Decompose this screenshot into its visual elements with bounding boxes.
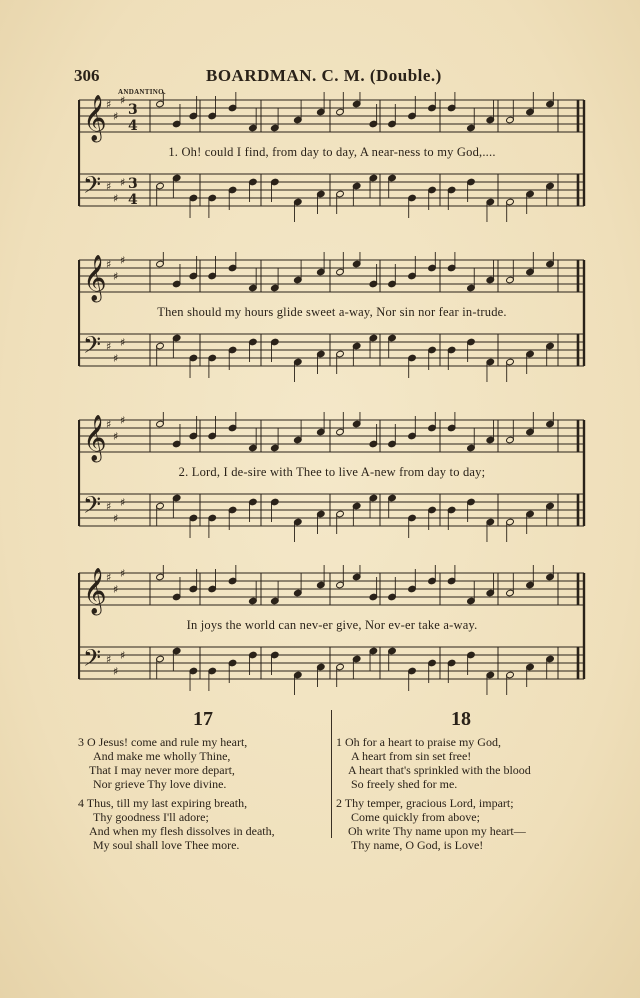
sharp-icon: ♯ xyxy=(106,653,112,666)
treble-clef-icon: 𝄞 xyxy=(83,255,107,301)
sharp-icon: ♯ xyxy=(113,270,119,283)
verse-line: 4 Thus, till my last expiring breath, xyxy=(78,796,248,810)
lyric-line-2: Then should my hours glide sweet a-way, Nor sin nor fear in-trude. xyxy=(157,305,507,319)
treble-clef-icon: 𝄞 xyxy=(83,415,107,461)
sharp-icon: ♯ xyxy=(106,418,112,431)
stanza-3 xyxy=(78,735,328,791)
time-signature-top: 3 xyxy=(128,176,138,192)
verse-line: My soul shall love Thee more. xyxy=(93,838,240,852)
music-system-1 xyxy=(78,92,586,232)
verse-line: So freely shed for me. xyxy=(351,777,458,791)
lyric-line-1: 1. Oh! could I find, from day to day, A near-ness to my God,.... xyxy=(168,145,496,159)
sharp-icon: ♯ xyxy=(120,336,126,349)
verse-line: That I may never more depart, xyxy=(89,763,235,777)
time-signature-bottom: 4 xyxy=(128,118,138,134)
verse-line: Oh write Thy name upon my heart— xyxy=(348,824,526,838)
sharp-icon: ♯ xyxy=(120,254,126,267)
sharp-icon: ♯ xyxy=(106,180,112,193)
sharp-icon: ♯ xyxy=(120,649,126,662)
sharp-icon: ♯ xyxy=(113,512,119,525)
verse-line: And make me wholly Thine, xyxy=(93,749,231,763)
sharp-icon: ♯ xyxy=(113,430,119,443)
page-header xyxy=(0,66,640,90)
bass-clef-icon: 𝄢 xyxy=(83,331,102,364)
tune-title: BOARDMAN. C. M. (Double.) xyxy=(206,66,442,85)
stanza-1 xyxy=(336,735,586,791)
sharp-icon: ♯ xyxy=(120,496,126,509)
page-number: 306 xyxy=(74,66,100,85)
music-system-2 xyxy=(78,252,586,392)
sharp-icon: ♯ xyxy=(113,665,119,678)
sharp-icon: ♯ xyxy=(120,176,126,189)
verse-line: A heart from sin set free! xyxy=(351,749,472,763)
bass-clef-icon: 𝄢 xyxy=(83,491,102,524)
verse-line: 3 O Jesus! come and rule my heart, xyxy=(78,735,248,749)
sharp-icon: ♯ xyxy=(106,340,112,353)
bass-clef-icon: 𝄢 xyxy=(83,171,102,204)
treble-clef-icon: 𝄞 xyxy=(83,95,107,141)
sharp-icon: ♯ xyxy=(113,192,119,205)
lyric-line-4: In joys the world can nev-er give, Nor ev-er take a-way. xyxy=(186,618,478,632)
sharp-icon: ♯ xyxy=(120,94,126,107)
treble-clef-icon: 𝄞 xyxy=(83,568,107,614)
hymn-number: 17 xyxy=(193,708,213,730)
verse-line: 1 Oh for a heart to praise my God, xyxy=(336,735,501,749)
music-system-3 xyxy=(78,412,586,552)
verse-line: And when my flesh dissolves in death, xyxy=(89,824,275,838)
sharp-icon: ♯ xyxy=(120,414,126,427)
bass-clef-icon: 𝄢 xyxy=(83,644,102,677)
tempo-marking: ANDANTINO. xyxy=(118,88,166,96)
sharp-icon: ♯ xyxy=(113,110,119,123)
verse-line: 2 Thy temper, gracious Lord, impart; xyxy=(336,796,514,810)
sharp-icon: ♯ xyxy=(106,500,112,513)
sharp-icon: ♯ xyxy=(113,583,119,596)
verse-line: Nor grieve Thy love divine. xyxy=(93,777,227,791)
stanza-2 xyxy=(336,796,586,852)
stanza-4 xyxy=(78,796,328,852)
sharp-icon: ♯ xyxy=(120,567,126,580)
time-signature-top: 3 xyxy=(128,102,138,118)
hymn-number: 18 xyxy=(451,708,471,730)
hymn-17 xyxy=(78,708,328,857)
time-signature-bottom: 4 xyxy=(128,192,138,208)
verse-line: Thy name, O God, is Love! xyxy=(351,838,484,852)
hymn-18 xyxy=(336,708,586,857)
verse-line: Thy goodness I'll adore; xyxy=(93,810,209,824)
sharp-icon: ♯ xyxy=(113,352,119,365)
music-system-4 xyxy=(78,565,586,705)
hymn-verses xyxy=(0,708,640,852)
sharp-icon: ♯ xyxy=(106,258,112,271)
sharp-icon: ♯ xyxy=(106,571,112,584)
verse-line: Come quickly from above; xyxy=(351,810,480,824)
column-divider xyxy=(331,710,332,838)
verse-line: A heart that's sprinkled with the blood xyxy=(348,763,531,777)
lyric-line-3: 2. Lord, I de-sire with Thee to live A-new from day to day; xyxy=(178,465,486,479)
sharp-icon: ♯ xyxy=(106,98,112,111)
